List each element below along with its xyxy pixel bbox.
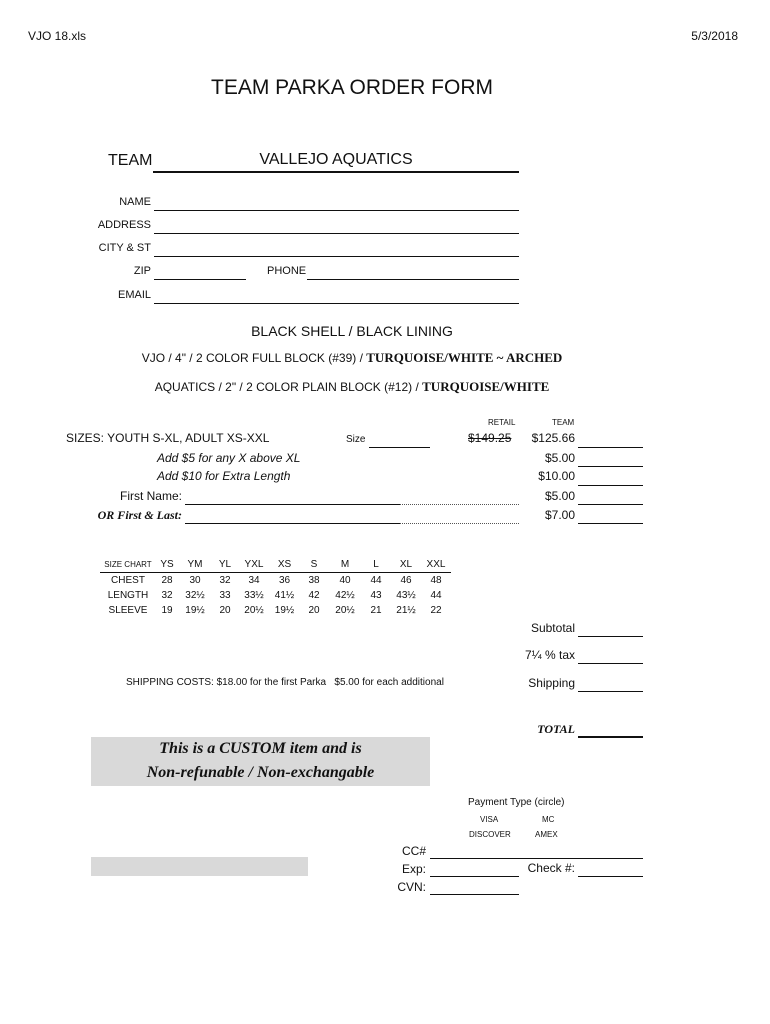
add-xl-price: $5.00 — [544, 451, 575, 465]
table-cell: 36 — [278, 575, 291, 586]
first-last-label: OR First & Last: — [97, 508, 182, 522]
table-cell: 41½ — [274, 590, 295, 601]
discover-option[interactable]: DISCOVER — [469, 830, 511, 839]
table-cell: 20 — [219, 605, 231, 616]
exp-field[interactable] — [430, 862, 519, 877]
table-cell: 32 — [219, 575, 231, 586]
table-row — [100, 588, 451, 603]
row-label: CHEST — [111, 575, 145, 586]
size-field[interactable] — [369, 433, 430, 448]
table-cell: 43½ — [396, 590, 416, 601]
check-field[interactable] — [578, 862, 643, 877]
cvn-label: CVN: — [397, 880, 426, 894]
aquatics-color: TURQUOISE/WHITE — [422, 379, 550, 394]
table-cell: 42½ — [335, 590, 355, 601]
team-header: TEAM — [552, 418, 575, 427]
size-label: Size — [346, 434, 366, 445]
table-cell: 19½ — [185, 605, 205, 616]
table-cell: 28 — [161, 575, 173, 586]
shell-description: BLACK SHELL / BLACK LINING — [251, 323, 453, 339]
cc-field[interactable] — [430, 844, 643, 859]
retail-price: $149.25 — [468, 431, 512, 445]
first-name-dots — [400, 490, 519, 505]
subtotal-field[interactable] — [578, 622, 643, 637]
city-field[interactable] — [154, 242, 519, 257]
email-field[interactable] — [154, 289, 519, 304]
table-cell: 34 — [248, 575, 260, 586]
table-cell: 21½ — [396, 605, 416, 616]
sizes-label: SIZES: YOUTH S-XL, ADULT XS-XXL — [66, 431, 270, 445]
size-col-header: S — [299, 557, 329, 573]
table-cell: 20½ — [244, 605, 264, 616]
total-label: TOTAL — [537, 722, 575, 736]
size-col-header: M — [329, 557, 361, 573]
size-col-header: XXL — [421, 557, 451, 573]
table-cell: 33½ — [244, 590, 264, 601]
team-field[interactable] — [153, 151, 519, 173]
table-cell: 19 — [161, 605, 173, 616]
city-label: CITY & ST — [98, 242, 151, 254]
first-last-dots — [400, 509, 519, 524]
add-xl-field[interactable] — [578, 452, 643, 467]
visa-option[interactable]: VISA — [480, 815, 499, 824]
aquatics-description — [0, 379, 704, 395]
size-col-header: XS — [270, 557, 299, 573]
address-label: ADDRESS — [97, 219, 151, 231]
cc-label: CC# — [401, 844, 426, 858]
vjo-description — [0, 350, 704, 366]
retail-header: RETAIL — [488, 418, 516, 427]
table-cell: 20½ — [335, 605, 355, 616]
shipping-costs: SHIPPING COSTS: $18.00 for the first Parka $5.00 for each additional — [126, 677, 444, 688]
zip-label: ZIP — [133, 265, 151, 277]
subtotal-label: Subtotal — [530, 621, 575, 635]
table-cell: 40 — [339, 575, 351, 586]
table-cell: 43 — [370, 590, 382, 601]
custom-notice-line1: This is a CUSTOM item and is — [159, 740, 362, 757]
table-cell: 20 — [308, 605, 320, 616]
name-field[interactable] — [154, 196, 519, 211]
table-cell: 30 — [189, 575, 201, 586]
vjo-color: TURQUOISE/WHITE ~ ARCHED — [366, 350, 563, 365]
first-last-field[interactable] — [185, 509, 400, 524]
table-cell: 21 — [370, 605, 382, 616]
table-cell: 46 — [400, 575, 412, 586]
table-cell: 32 — [161, 590, 173, 601]
custom-notice-line2: Non-refunable / Non-exchangable — [146, 764, 375, 781]
table-cell: 32½ — [185, 590, 205, 601]
size-chart-header-row — [100, 557, 451, 573]
table-cell: 48 — [430, 575, 442, 586]
table-row — [100, 603, 451, 618]
row-label: SLEEVE — [108, 605, 148, 616]
size-col-header: XL — [391, 557, 421, 573]
amex-option[interactable]: AMEX — [535, 830, 558, 839]
tax-field[interactable] — [578, 649, 643, 664]
check-label: Check #: — [527, 861, 575, 875]
team-price: $125.66 — [531, 431, 575, 445]
size-col-header: YM — [178, 557, 212, 573]
table-cell: 19½ — [274, 605, 295, 616]
add-length-label: Add $10 for Extra Length — [157, 469, 291, 483]
address-field[interactable] — [154, 219, 519, 234]
cvn-field[interactable] — [430, 880, 519, 895]
size-col-header: YXL — [238, 557, 270, 573]
payment-type-title: Payment Type (circle) — [468, 797, 565, 808]
zip-field[interactable] — [154, 265, 246, 280]
first-last-price-field[interactable] — [578, 509, 643, 524]
phone-field[interactable] — [307, 265, 519, 280]
phone-label: PHONE — [267, 265, 307, 277]
first-name-price: $5.00 — [544, 489, 575, 503]
add-length-price: $10.00 — [538, 469, 575, 483]
mc-option[interactable]: MC — [542, 815, 555, 824]
size-col-header: L — [361, 557, 391, 573]
first-name-price-field[interactable] — [578, 490, 643, 505]
table-cell: 38 — [308, 575, 320, 586]
total-field[interactable] — [578, 722, 643, 738]
team-label: TEAM — [108, 152, 153, 169]
name-label: NAME — [119, 196, 151, 208]
custom-notice — [91, 737, 430, 786]
table-cell: 44 — [430, 590, 442, 601]
table-cell: 42 — [308, 590, 320, 601]
team-value: VALLEJO AQUATICS — [259, 151, 413, 168]
page-title: TEAM PARKA ORDER FORM — [211, 76, 493, 99]
vjo-lettering: VJO / 4" / 2 COLOR FULL BLOCK (#39) / — [141, 351, 367, 365]
size-chart — [100, 557, 451, 618]
shipping-label: Shipping — [528, 676, 575, 690]
email-label: EMAIL — [117, 289, 151, 301]
table-cell: 44 — [370, 575, 382, 586]
tax-label: 7¼ % tax — [524, 648, 575, 662]
row-label: LENGTH — [107, 590, 149, 601]
first-name-field[interactable] — [185, 490, 400, 505]
size-col-header: YS — [156, 557, 178, 573]
base-price-field[interactable] — [578, 433, 643, 448]
first-name-label: First Name: — [119, 489, 182, 503]
add-length-field[interactable] — [578, 471, 643, 486]
table-row — [100, 573, 451, 589]
add-xl-label: Add $5 for any X above XL — [157, 451, 301, 465]
file-name: VJO 18.xls — [28, 29, 87, 43]
aquatics-lettering: AQUATICS / 2" / 2 COLOR PLAIN BLOCK (#12) / — [154, 380, 423, 394]
size-col-header: YL — [212, 557, 238, 573]
print-date: 5/3/2018 — [691, 29, 738, 43]
exp-label: Exp: — [401, 862, 426, 876]
table-cell: 22 — [430, 605, 442, 616]
gray-bar — [91, 857, 308, 876]
size-chart-label: SIZE CHART — [100, 557, 156, 573]
shipping-field[interactable] — [578, 677, 643, 692]
table-cell: 33 — [219, 590, 231, 601]
first-last-price: $7.00 — [544, 508, 575, 522]
